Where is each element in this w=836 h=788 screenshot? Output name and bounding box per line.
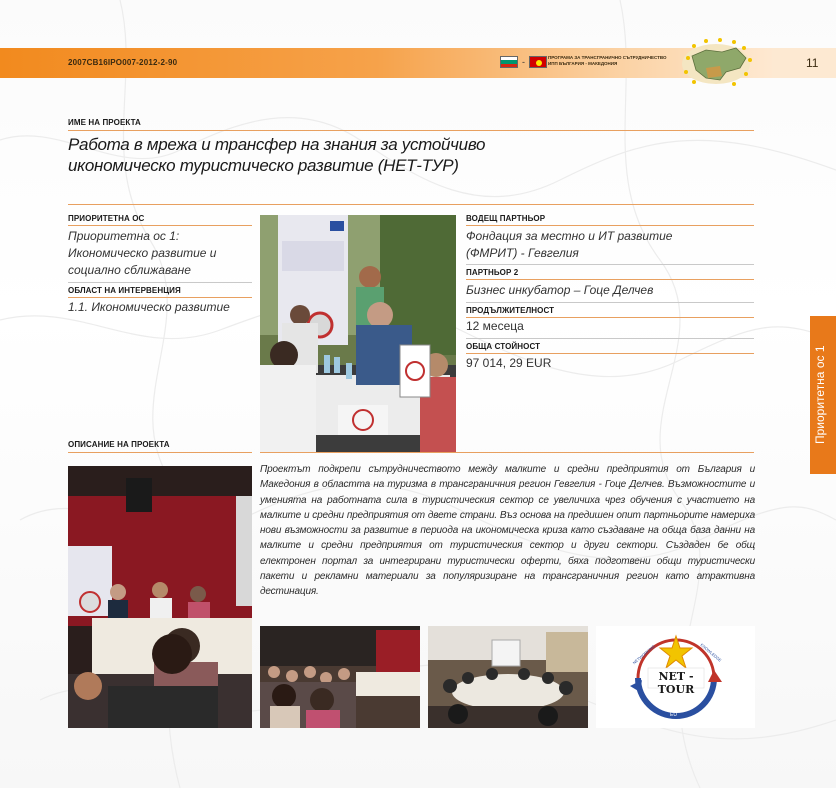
divider — [68, 225, 252, 226]
project-title-line2: икономическо туристическо развитие (НЕТ-ТУР) — [68, 156, 459, 175]
divider — [68, 282, 252, 283]
divider — [466, 264, 754, 265]
partner2-label: ПАРТНЬОР 2 — [466, 268, 519, 277]
divider — [466, 338, 754, 339]
duration-value: 12 месеца — [466, 319, 524, 333]
page-number-box — [772, 48, 836, 78]
divider — [68, 204, 754, 205]
divider — [466, 225, 754, 226]
net-tour-bottom-text: EU — [670, 712, 677, 718]
priority-line: Икономическо развитие и — [68, 246, 217, 260]
page-number: 11 — [806, 56, 819, 70]
lead-partner-label: ВОДЕЩ ПАРТНЬОР — [466, 214, 546, 223]
bulgaria-flag-icon — [500, 56, 518, 68]
project-title-line1: Работа в мрежа и трансфер на знания за устойчиво — [68, 135, 486, 154]
lead-partner-value — [466, 228, 754, 262]
priority-axis-value — [68, 228, 252, 279]
project-title — [68, 134, 588, 176]
flag-separator: - — [522, 57, 525, 67]
macedonia-flag-icon — [529, 56, 547, 68]
duration-label: ПРОДЪЛЖИТЕЛНОСТ — [466, 306, 555, 315]
total-cost-value: 97 014, 29 EUR — [466, 356, 552, 370]
description-label: ОПИСАНИЕ НА ПРОЕКТА — [68, 440, 170, 449]
project-name-label: ИМЕ НА ПРОЕКТА — [68, 118, 141, 127]
divider — [68, 130, 754, 131]
net-tour-ring-left: NETWORKING — [631, 643, 656, 666]
program-name: ПРОГРАМА ЗА ТРАНСГРАНИЧНО СЪТРУДНИЧЕСТВО ИПП БЪЛГАРИЯ - МАКЕДОНИЯ — [548, 55, 667, 66]
divider — [466, 353, 754, 354]
divider — [466, 302, 754, 303]
net-tour-ring-right: KNOWLEDGE — [699, 642, 723, 663]
priority-axis-label: ПРИОРИТЕТНА ОС — [68, 214, 145, 223]
net-tour-logo-text: NET - TOUR — [657, 670, 695, 696]
description-text: Проектът подкрепи сътрудничеството между малките и средни предприятия от България и Македония в областта на туризма в трансграничния регион Гевгелия - Гоце Делчев. Възможностите и уменията на работната сила в туристическия сектор се увеличиха чрез обучения с участието на малките и средни предприятия от двете страни. Въз основа на предишен опит партньорите намериха нови възможности за развитие в периода на икономическа криза като създаване на обща база данни на малките и средни предприятия от туристическия сектор и други сектори. Създаден бе общ електронен портал за интегрирани туристически оферти, бяха подготвени общи туристически пакети и рекламни материали за популяризиране на трансграничния регион като атрактивна дестинация. — [260, 464, 755, 598]
priority-line: Приоритетна ос 1: — [68, 229, 180, 243]
lead-partner-line: Фондация за местно и ИТ развитие — [466, 229, 673, 243]
intervention-area-value: 1.1. Икономическо развитие — [68, 300, 230, 314]
audience-photo — [260, 626, 420, 728]
priority-line: социално сближаване — [68, 263, 191, 277]
total-cost-label: ОБЩА СТОЙНОСТ — [466, 342, 541, 351]
partner-flags — [500, 56, 547, 68]
partner2-value: Бизнес инкубатор – Гоце Делчев — [466, 283, 654, 297]
net-tour-logo — [596, 626, 755, 728]
lead-partner-line: (ФМРИТ) - Гевгелия — [466, 246, 579, 260]
divider — [260, 452, 754, 453]
divider — [466, 279, 754, 280]
conference-photo — [68, 466, 252, 728]
divider — [68, 452, 252, 453]
round-table-photo — [428, 626, 588, 728]
divider — [68, 297, 252, 298]
side-tab-text: Приоритетна ос 1 — [813, 345, 827, 445]
meeting-photo — [260, 215, 456, 453]
intervention-area-label: ОБЛАСТ НА ИНТЕРВЕНЦИЯ — [68, 286, 181, 295]
project-code: 2007CB16IPO007-2012-2-90 — [68, 58, 178, 67]
program-map-logo — [676, 38, 756, 90]
